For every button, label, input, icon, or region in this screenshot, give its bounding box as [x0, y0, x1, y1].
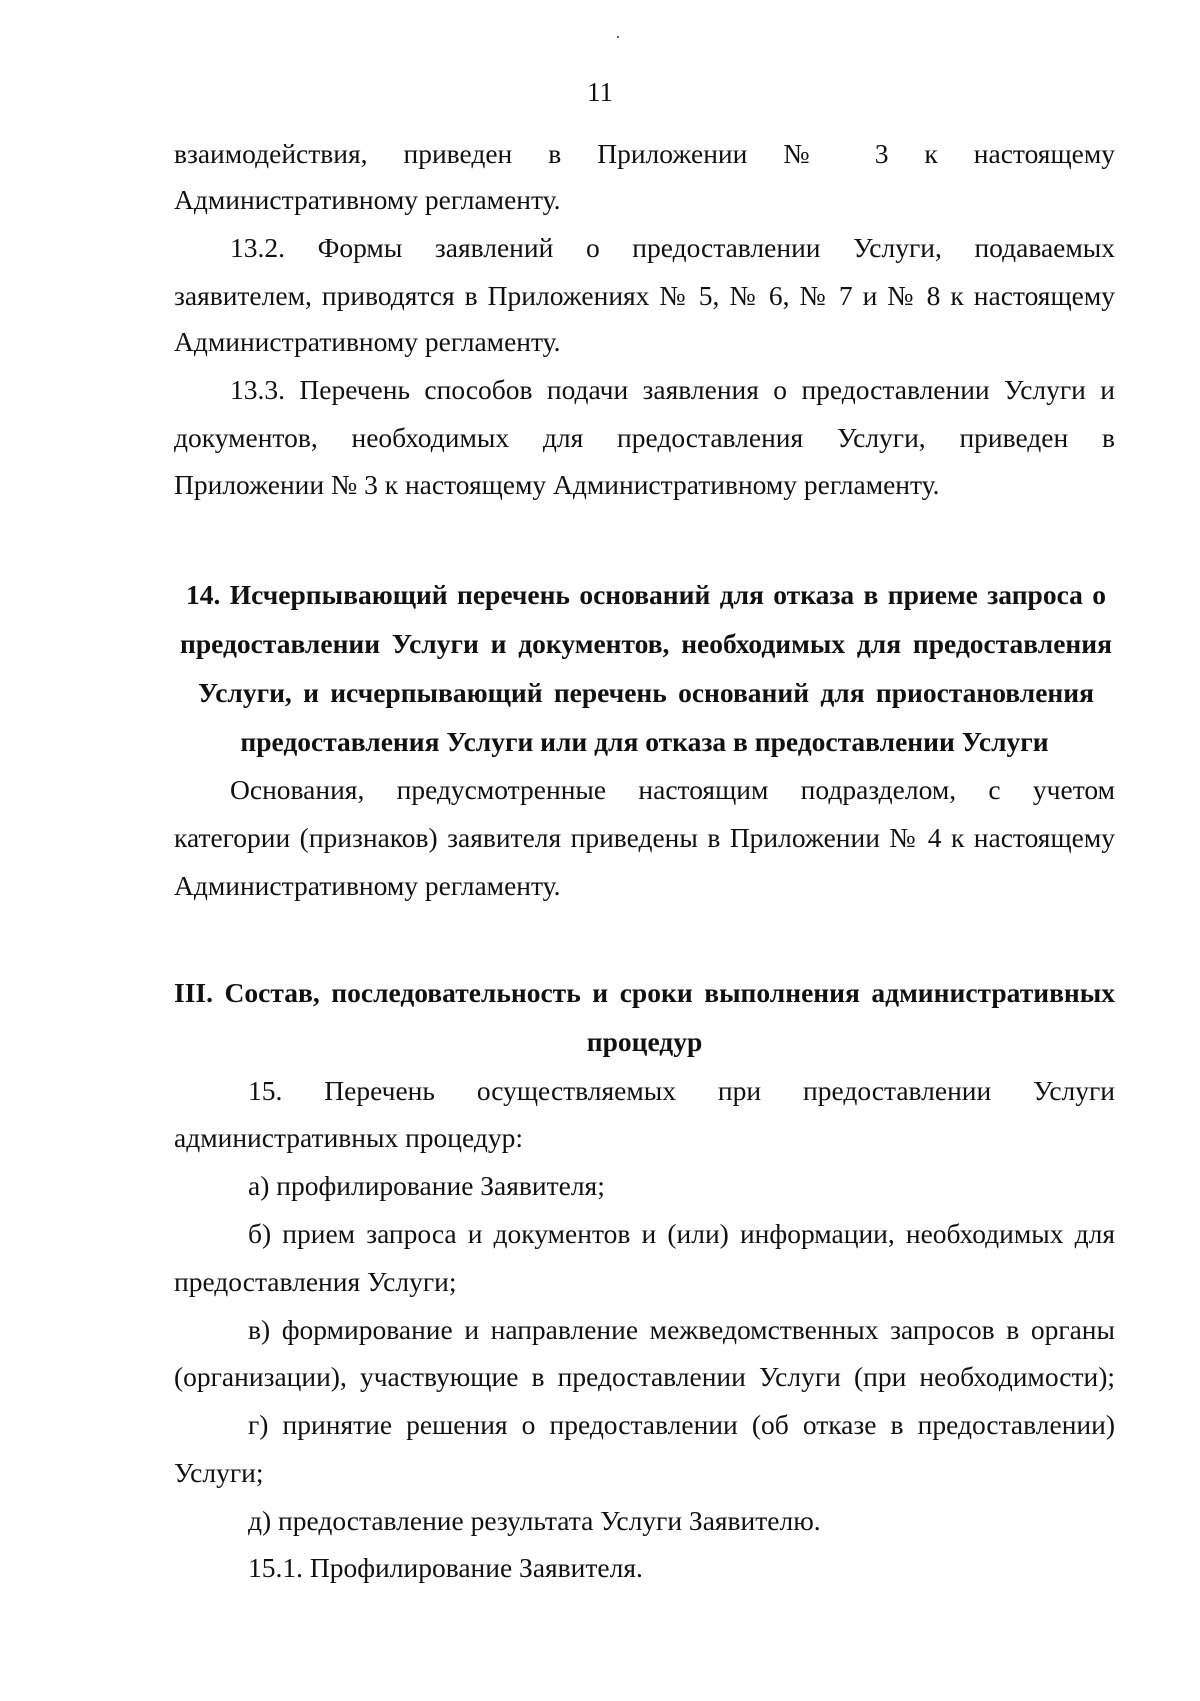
paragraph-13-2-line: Административному регламенту. [174, 326, 561, 357]
section-14-heading-line: 14. Исчерпывающий перечень оснований для отказа в приеме запроса о [186, 579, 1106, 610]
section-III-heading-line: III. Состав, последовательность и сроки выполнения административных [174, 977, 1115, 1008]
scan-speck [617, 36, 619, 38]
list-item-v-line: (организации), участвующие в предоставлении Услуги (при необходимости); [174, 1361, 1115, 1392]
section-III-heading-line: процедур [586, 1026, 703, 1057]
paragraph-15-line: административных процедур: [174, 1122, 524, 1153]
paragraph-13-2-line: заявителем, приводятся в Приложениях № 5, № 6, № 7 и № 8 к настоящему [174, 280, 1115, 311]
list-item-g-line: г) принятие решения о предоставлении (об отказе в предоставлении) [248, 1409, 1115, 1440]
list-item-a: а) профилирование Заявителя; [248, 1170, 605, 1201]
paragraph-13-3-line: документов, необходимых для предоставления Услуги, приведен в [174, 422, 1115, 453]
section-14-heading-line: Услуги, и исчерпывающий перечень оснований для приостановления [198, 677, 1094, 708]
section-14-heading-line: предоставлении Услуги и документов, необходимых для предоставления [180, 628, 1112, 659]
paragraph-13-3-line: Приложении № 3 к настоящему Административному регламенту. [174, 469, 940, 500]
paragraph-15-1: 15.1. Профилирование Заявителя. [248, 1552, 643, 1583]
paragraph-13-2-line: 13.2. Формы заявлений о предоставлении Услуги, подаваемых [230, 232, 1115, 263]
paragraph-14-line: категории (признаков) заявителя приведены в Приложении № 4 к настоящему [174, 822, 1115, 853]
list-item-b-line: б) прием запроса и документов и (или) информации, необходимых для [248, 1218, 1115, 1249]
paragraph-14-line: Основания, предусмотренные настоящим подразделом, с учетом [230, 774, 1115, 805]
paragraph-13-1-line: взаимодействия, приведен в Приложении № 3 к настоящему [174, 138, 1115, 169]
paragraph-14-line: Административному регламенту. [174, 870, 561, 901]
list-item-v-line: в) формирование и направление межведомственных запросов в органы [248, 1314, 1115, 1345]
paragraph-15-line: 15. Перечень осуществляемых при предоставлении Услуги [248, 1075, 1115, 1106]
section-14-heading-line: предоставления Услуги или для отказа в предоставлении Услуги [240, 726, 1049, 757]
paragraph-13-3-line: 13.3. Перечень способов подачи заявления о предоставлении Услуги и [230, 374, 1115, 405]
paragraph-13-1-line: Административному регламенту. [174, 184, 561, 215]
list-item-g-line: Услуги; [174, 1457, 264, 1488]
list-item-d: д) предоставление результата Услуги Заявителю. [248, 1505, 821, 1536]
list-item-b-line: предоставления Услуги; [174, 1266, 457, 1297]
page-number: 11 [587, 77, 613, 107]
